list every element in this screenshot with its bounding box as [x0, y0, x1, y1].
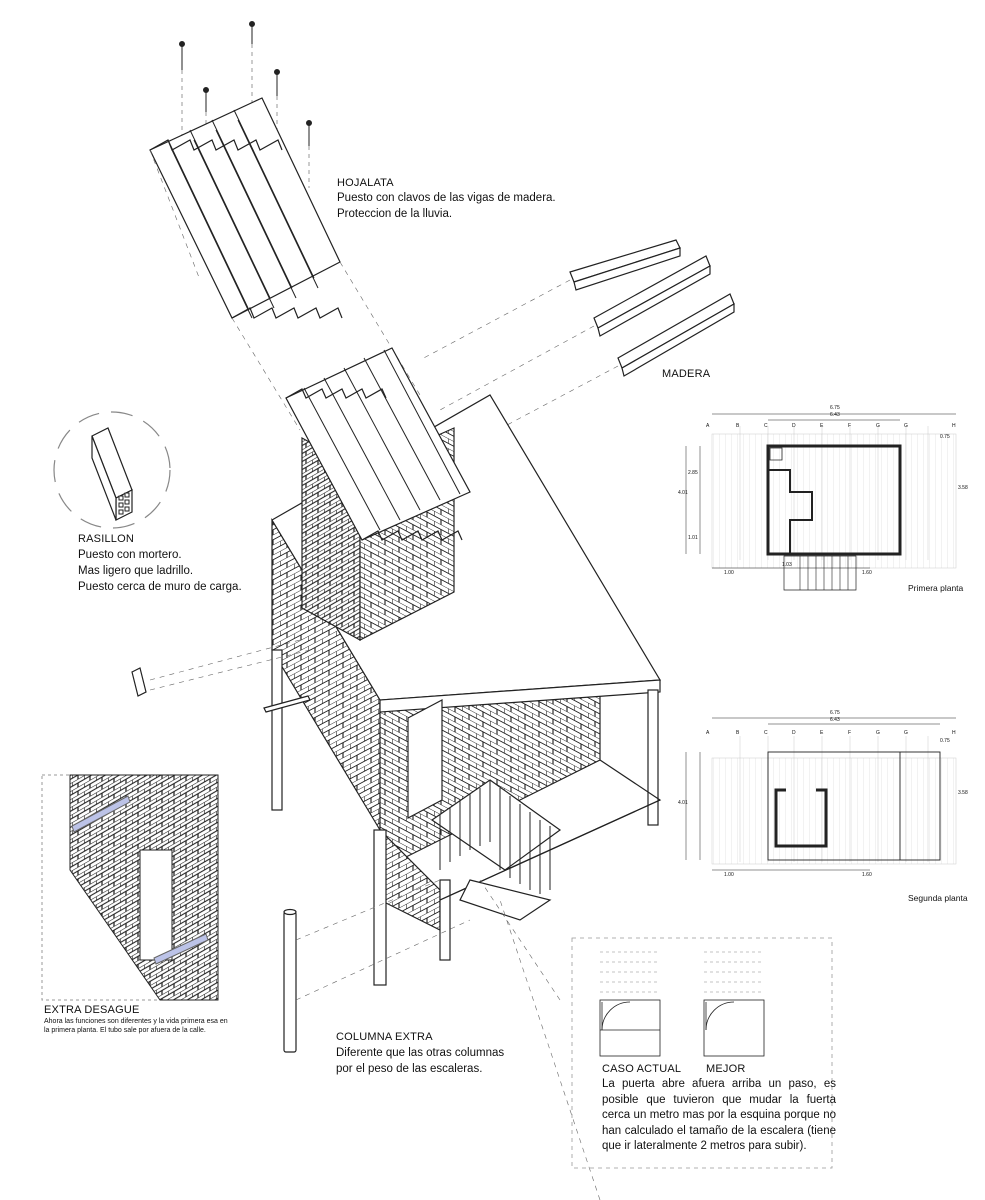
wooden-beams: [570, 240, 734, 376]
plan1-dim-285: 2.85: [688, 470, 698, 476]
grid-letter: G: [876, 730, 880, 736]
mejor-label: MEJOR: [706, 1063, 746, 1075]
grid-letter: E: [820, 730, 824, 736]
grid-letter: E: [820, 423, 824, 429]
grid-letter: A: [706, 423, 710, 429]
plan1-depth-dim: 4.01: [678, 490, 688, 496]
floor-plan-primera: [686, 414, 956, 590]
plan2-dim-075: 0.75: [940, 738, 950, 744]
grid-letter: B: [736, 730, 740, 736]
drain-detail: [42, 775, 218, 1000]
plan1-dim-160: 1.60: [862, 570, 872, 576]
grid-letter: G: [904, 423, 908, 429]
caso-actual-label: CASO ACTUAL: [602, 1063, 682, 1075]
drain-pipe: [264, 696, 310, 712]
grid-letter: H: [952, 730, 956, 736]
columna-line1: Diferente que las otras columnas: [336, 1047, 505, 1059]
grid-letter: G: [904, 730, 908, 736]
desague-line2: la primera planta. El tubo sale por afuera de la calle.: [44, 1027, 206, 1034]
hojalata-title: HOJALATA: [337, 177, 394, 189]
hojalata-line1: Puesto con clavos de las vigas de madera.: [337, 192, 556, 204]
plan1-dim-100: 1.00: [724, 570, 734, 576]
grid-letter: F: [848, 423, 852, 429]
plan1-height-dim: 3.58: [958, 485, 968, 491]
plan2-dim-160: 1.60: [862, 872, 872, 878]
plan1-dim-075: 0.75: [940, 434, 950, 440]
grid-letter: C: [764, 423, 768, 429]
grid-letter: B: [736, 423, 740, 429]
desague-title: EXTRA DESAGUE: [44, 1004, 140, 1016]
grid-letter: C: [764, 730, 768, 736]
columna-title: COLUMNA EXTRA: [336, 1031, 433, 1043]
plan2-grid-letters: [706, 730, 956, 738]
hojalata-line2: Proteccion de la lluvia.: [337, 208, 453, 220]
plan1-inner-dim: 6.43: [830, 412, 840, 418]
rasillon-line2: Mas ligero que ladrillo.: [78, 565, 194, 577]
plan2-depth-dim: 4.01: [678, 800, 688, 806]
plan-primera-caption: Primera planta: [908, 583, 964, 593]
plan1-dim-101: 1.01: [688, 535, 698, 541]
plan1-grid-letters: [706, 423, 956, 431]
plan2-overall-dim: 6.75: [830, 710, 840, 716]
plan2-dim-100: 1.00: [724, 872, 734, 878]
extra-column: [284, 910, 296, 1053]
columna-line2: por el peso de las escaleras.: [336, 1063, 483, 1075]
grid-letter: F: [848, 730, 852, 736]
plan2-inner-dim: 6.43: [830, 717, 840, 723]
corrugated-sheet-exploded: [150, 98, 342, 318]
plan1-dim-103: 1.03: [782, 562, 792, 568]
grid-letter: G: [876, 423, 880, 429]
floor-plan-segunda: [686, 718, 956, 870]
rasillon-line1: Puesto con mortero.: [78, 549, 182, 561]
rasillon-line3: Puesto cerca de muro de carga.: [78, 581, 242, 593]
grid-letter: A: [706, 730, 710, 736]
grid-letter: D: [792, 423, 796, 429]
grid-letter: H: [952, 423, 956, 429]
rasillon-title: RASILLON: [78, 533, 135, 545]
desague-line1: Ahora las funciones son diferentes y la vida primera esa en: [44, 1018, 228, 1025]
grid-letter: D: [792, 730, 796, 736]
plan2-height-dim: 3.58: [958, 790, 968, 796]
plan-segunda-caption: Segunda planta: [908, 893, 968, 903]
escalera-description: La puerta abre afuera arriba un paso, es posible que tuvieron que mudar la fuerta cerca un metro mas por la esquina porque no han calculado el tamaño de la escalera (tiene que ir lateralmente 2 metros para subir).: [602, 1078, 836, 1152]
plan1-overall-dim: 6.75: [830, 405, 840, 411]
madera-title: MADERA: [662, 368, 711, 380]
